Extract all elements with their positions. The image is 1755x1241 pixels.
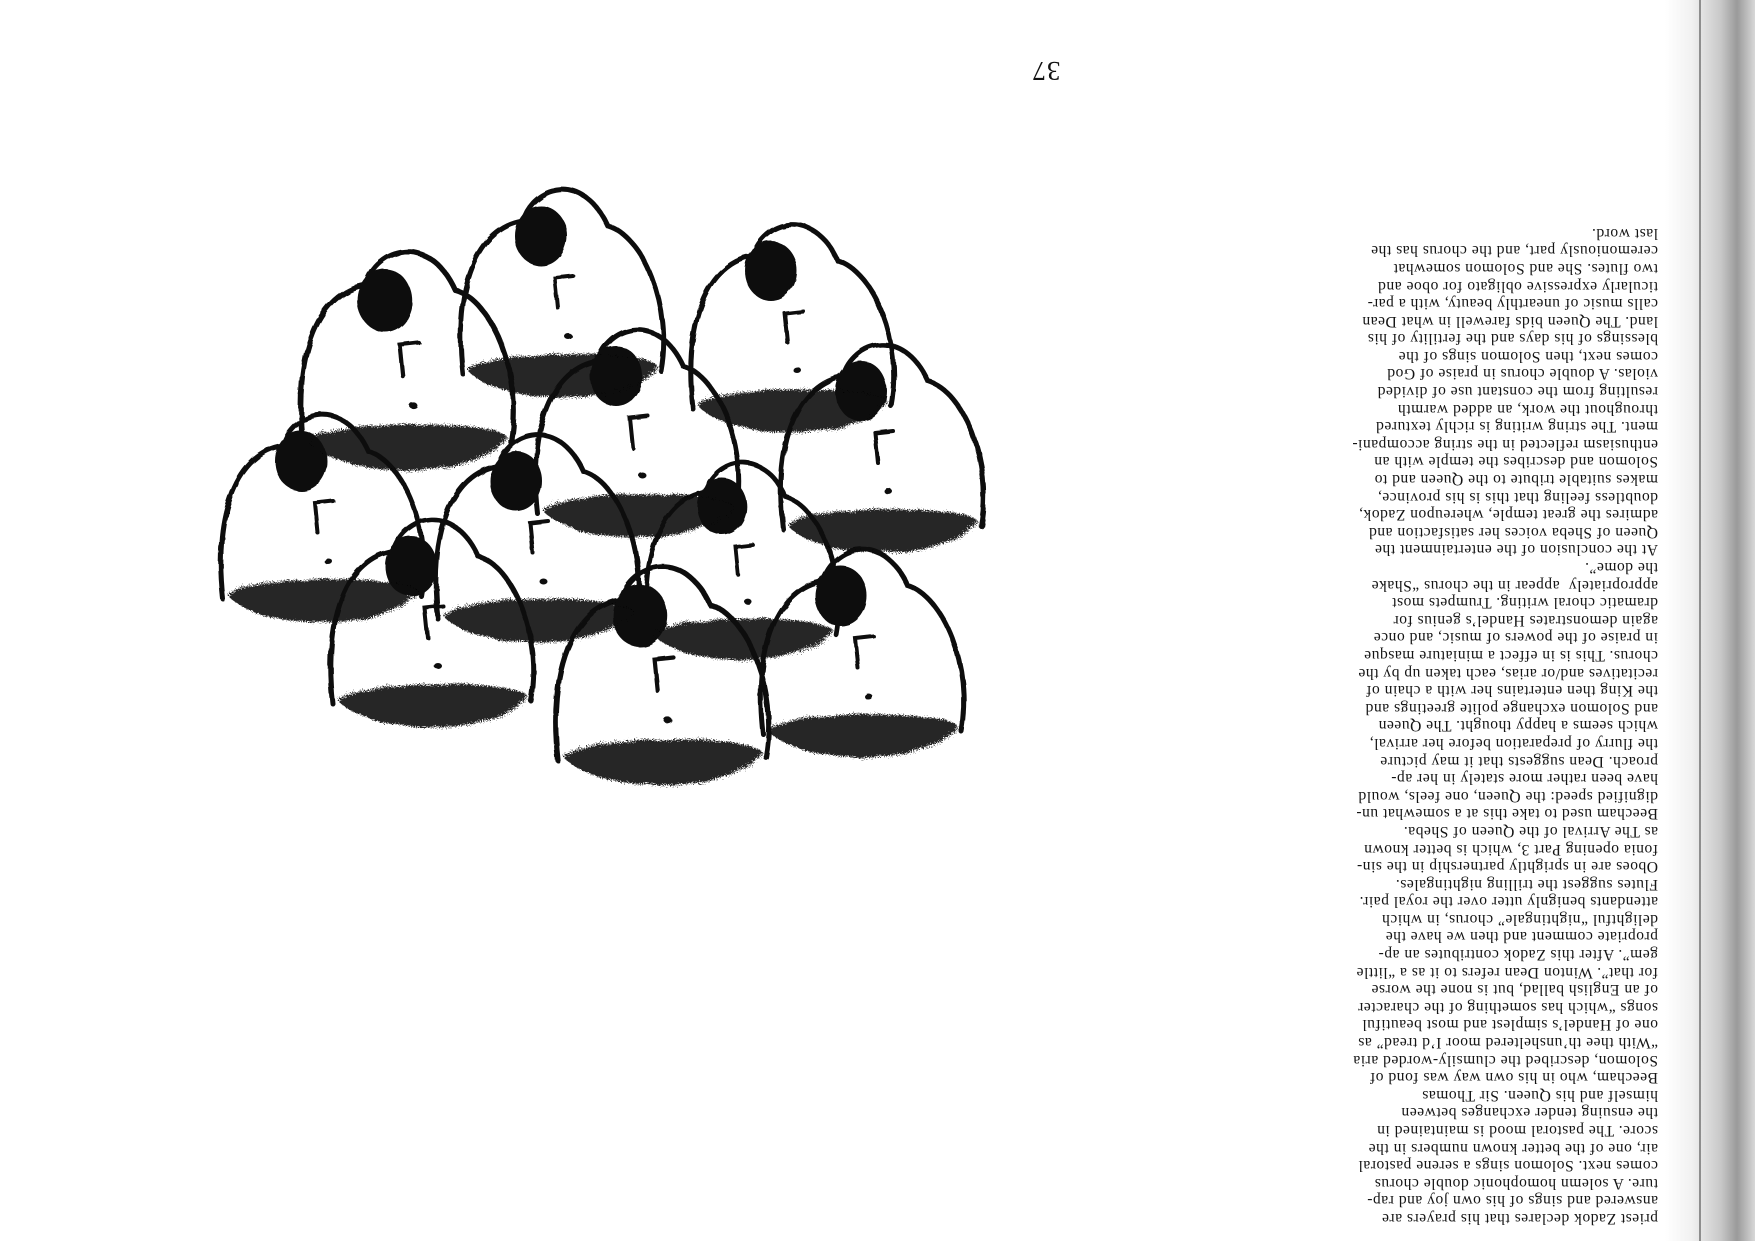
text-line: priest Zadok declares that his prayers are xyxy=(1381,1210,1658,1227)
text-line: last word. xyxy=(1591,224,1658,242)
text-line: recitatives and/or arias, each taken up by the xyxy=(1357,664,1658,682)
head-outline xyxy=(781,345,984,529)
beard-scribble xyxy=(543,494,733,537)
nose-line xyxy=(785,311,803,343)
eye-blot xyxy=(358,269,413,332)
mouth-dot xyxy=(864,693,872,699)
text-line: At the conclusion of the entertainment the xyxy=(1374,541,1658,559)
text-line: ment. The string writing is richly textured xyxy=(1375,418,1658,436)
nose-line xyxy=(425,606,443,638)
text-line: enthusiasm reflected in the string accompani- xyxy=(1351,435,1658,453)
mouth-dot xyxy=(664,717,672,723)
nose-line xyxy=(855,636,873,668)
beard-scribble xyxy=(228,579,418,622)
mouth-dot xyxy=(564,333,572,339)
head-outline xyxy=(461,190,664,374)
mouth-dot xyxy=(744,599,752,605)
text-line: as The Arrival of the Queen of Sheba. xyxy=(1403,822,1658,840)
text-line: Flutes suggest the trilling nightingales. xyxy=(1395,875,1658,893)
text-line: in praise of the powers of music, and once xyxy=(1373,629,1658,647)
nose-line xyxy=(555,276,573,308)
face-figure xyxy=(461,190,664,398)
beard-scribble xyxy=(768,714,958,757)
face-figure xyxy=(301,252,514,470)
mouth-dot xyxy=(539,578,547,584)
face-figure xyxy=(781,345,984,553)
mouth-dot xyxy=(434,663,442,669)
text-line: ticularly expressive obligato for oboe and xyxy=(1377,277,1658,295)
text-line: delightful “nightingale” chorus, in which xyxy=(1381,910,1658,928)
text-line: Beecham used to take this at a somewhat un- xyxy=(1355,805,1658,823)
text-line: two flutes. She and Solomon somewhat xyxy=(1393,259,1658,277)
text-line: calls music of unearthly beauty, with a par- xyxy=(1367,295,1658,313)
nose-line xyxy=(400,343,419,377)
text-line: one of Handel’s simplest and most beautiful xyxy=(1361,1016,1658,1034)
eye-blot xyxy=(745,241,797,301)
text-line: “With thee th’unsheltered moor I’d tread” as xyxy=(1357,1034,1658,1052)
paragraph xyxy=(1098,558,1658,875)
beard-scribble xyxy=(698,389,888,432)
face-figure xyxy=(646,462,839,659)
mouth-dot xyxy=(884,488,892,494)
text-line: proach. Dean suggests that it may picture xyxy=(1379,752,1658,770)
text-line: Oboes are in sprightly partnership in the sin- xyxy=(1356,858,1658,876)
eye-blot xyxy=(815,566,867,626)
text-line: propriate comment and then we have the xyxy=(1385,928,1658,946)
text-line: comes next, then Solomon sings of the xyxy=(1398,347,1658,365)
nose-line xyxy=(875,431,893,463)
text-line: Solomon and describes the temple with an xyxy=(1373,453,1658,471)
text-line: ture. A solemn homophonic double chorus xyxy=(1374,1174,1658,1192)
mouth-dot xyxy=(324,558,332,564)
text-line: dramatic choral writing. Trumpets most xyxy=(1391,594,1658,612)
paragraph xyxy=(1098,875,1658,1227)
eye-blot xyxy=(515,206,567,266)
text-line: answered and sings of his own joy and rap- xyxy=(1366,1192,1658,1210)
text-line: dignified speed: the Queen, one feels, would xyxy=(1357,787,1658,805)
text-line: violas. A double chorus in praise of God xyxy=(1386,365,1658,383)
text-line: chorus. This is in effect a miniature masque xyxy=(1363,647,1658,664)
text-line: fonia opening Part 3, which is better known xyxy=(1363,840,1658,858)
head-outline xyxy=(646,462,839,637)
mouth-dot xyxy=(639,473,647,479)
text-line: gem”. After this Zadok contributes an ap- xyxy=(1378,946,1658,964)
text-line: Solomon, described the clumsily-worded aria xyxy=(1352,1051,1658,1069)
text-column xyxy=(1098,224,1658,1227)
text-line: admires the great temple, whereupon Zadok, xyxy=(1358,506,1658,524)
text-line: for that”. Winton Dean refers to it as a “little xyxy=(1356,963,1658,981)
text-line: blessings of his days and the fertility of his xyxy=(1367,330,1658,348)
nose-line xyxy=(315,501,333,533)
page-number: 37 xyxy=(1031,56,1061,86)
nose-line xyxy=(655,658,674,692)
text-line: the King then entertains her with a chain of xyxy=(1365,682,1658,700)
text-line: land. The Queen bids farewell in what Dean xyxy=(1361,312,1658,330)
face-figure xyxy=(556,567,769,785)
text-line: makes suitable tribute to the Queen and to xyxy=(1374,471,1658,489)
paragraph xyxy=(1098,224,1658,558)
text-line: the ensuing tender exchanges between xyxy=(1400,1104,1658,1122)
text-line: the flurry of preparation before her arrival, xyxy=(1369,734,1658,752)
nose-line xyxy=(530,521,548,553)
nose-line xyxy=(630,416,648,448)
text-line: ceremoniously part, and the chorus has the xyxy=(1370,242,1658,260)
mouth-dot xyxy=(794,368,802,374)
text-line: and Solomon exchange polite greetings and xyxy=(1365,699,1658,717)
text-line: air, one of the better known numbers in the xyxy=(1368,1139,1658,1157)
beard-scribble xyxy=(338,684,528,727)
text-line: the dome”. xyxy=(1584,559,1658,577)
beard-scribble xyxy=(443,599,633,642)
text-line: of an English ballad, but is none the worse xyxy=(1371,981,1658,999)
text-line: resulting from the constant use of divided xyxy=(1377,383,1658,401)
text-line: again demonstrates Handel’s genius for xyxy=(1393,611,1658,629)
beard-scribble xyxy=(788,509,978,552)
nose-line xyxy=(735,545,752,575)
text-line: comes next. Solomon sings a serene pastoral xyxy=(1358,1157,1658,1175)
mouth-dot xyxy=(409,402,417,408)
crowd-of-faces-illustration xyxy=(163,151,993,801)
text-line: attendants benignly utter over the royal pair. xyxy=(1359,893,1658,911)
beard-scribble xyxy=(653,619,834,660)
text-line: appropriately appear in the chorus “Shake xyxy=(1371,576,1658,594)
text-line: throughout the work, an added warmth xyxy=(1397,400,1658,418)
text-line: have been rather more stately in her ap- xyxy=(1390,770,1658,788)
text-line: which seems a happy thought. The Queen xyxy=(1378,717,1658,735)
beard-scribble xyxy=(563,739,763,785)
face-figure xyxy=(691,225,894,433)
text-line: score. The pastoral mood is maintained in xyxy=(1376,1122,1658,1140)
text-line: Beecham, who in his own way was fond of xyxy=(1369,1069,1658,1087)
text-line: himself and his Queen. Sir Thomas xyxy=(1421,1086,1658,1104)
head-outline xyxy=(556,567,769,761)
text-line: songs “which has something of the character xyxy=(1357,998,1658,1016)
text-line: Queen of Sheba voices her satisfaction and xyxy=(1368,523,1658,541)
text-line: doubtless feeling that this is his province, xyxy=(1377,488,1658,506)
beard-scribble xyxy=(308,424,508,470)
